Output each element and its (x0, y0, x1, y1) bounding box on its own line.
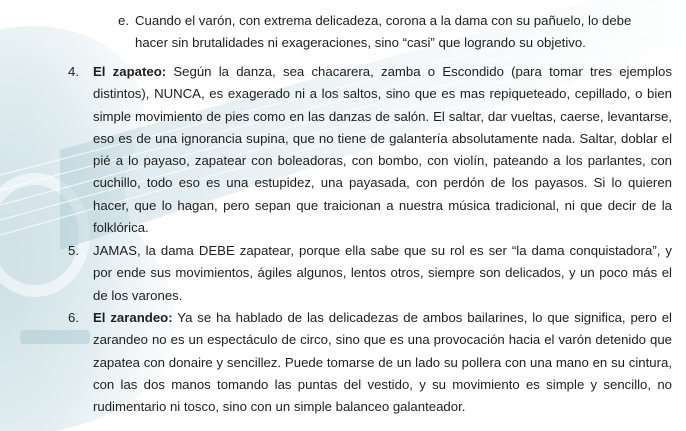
list-item-body (93, 240, 672, 307)
list-item-heading: El zarandeo: (93, 310, 173, 325)
sub-item-marker: e. (118, 13, 129, 28)
list-item-number: 6. (68, 310, 79, 325)
list-item-heading: El zapateo: (93, 64, 167, 79)
list-item-number: 4. (68, 64, 79, 79)
sub-item-text-line-2: hacer sin brutalidades ni exageraciones, sino “casi” que logrando su objetivo. (135, 35, 586, 51)
sub-item-text-line-1: Cuando el varón, con extrema delicadeza, corona a la dama con su pañuelo, lo debe (135, 13, 632, 28)
list-item-body (93, 61, 672, 239)
list-item-number: 5. (68, 243, 79, 258)
list-item-text: Según la danza, sea chacarera, zamba o Escondido (para tomar tres ejemplos distintos), NUNCA, es exagerado ni a los saltos, sino que es mas repiqueteado, cepillado, o bien simple movimiento de pies como en las danzas de salón. El saltar, dar vueltas, caerse, levantarse, eso es de una ignorancia supina, que no tiene de galantería absolutamente nada. Saltar, doblar el pié a lo payaso, zapatear con boleadoras, con bombo, con violín, pateando a los parlantes, con cuchillo, todo eso es una estupidez, una payasada, con perdón de los payasos. Si lo quieren hacer, que lo hagan, pero sepan que traicionan a nuestra música tradicional, ni que decir de la folklórica. (93, 64, 672, 236)
list-item-text: Ya se ha hablado de las delicadezas de ambos bailarines, lo que significa, pero el zarandeo no es un espectáculo de circo, sino que es una provocación hacia el varón detenido que zapatea con donaire y sencillez. Puede tomarse de un lado su pollera con una mano en su cintura, con las dos manos tomando las puntas del vestido, y su movimiento es simple y sencillo, no rudimentario ni tosco, sino con un simple balanceo galanteador. (93, 310, 672, 415)
list-item-text: JAMAS, la dama DEBE zapatear, porque ella sabe que su rol es ser “la dama conquistadora”, y por ende sus movimientos, ágiles algunos, lentos otros, siempre son delicados, y un poco más el de los varones. (93, 243, 672, 303)
list-item-body (93, 307, 672, 418)
